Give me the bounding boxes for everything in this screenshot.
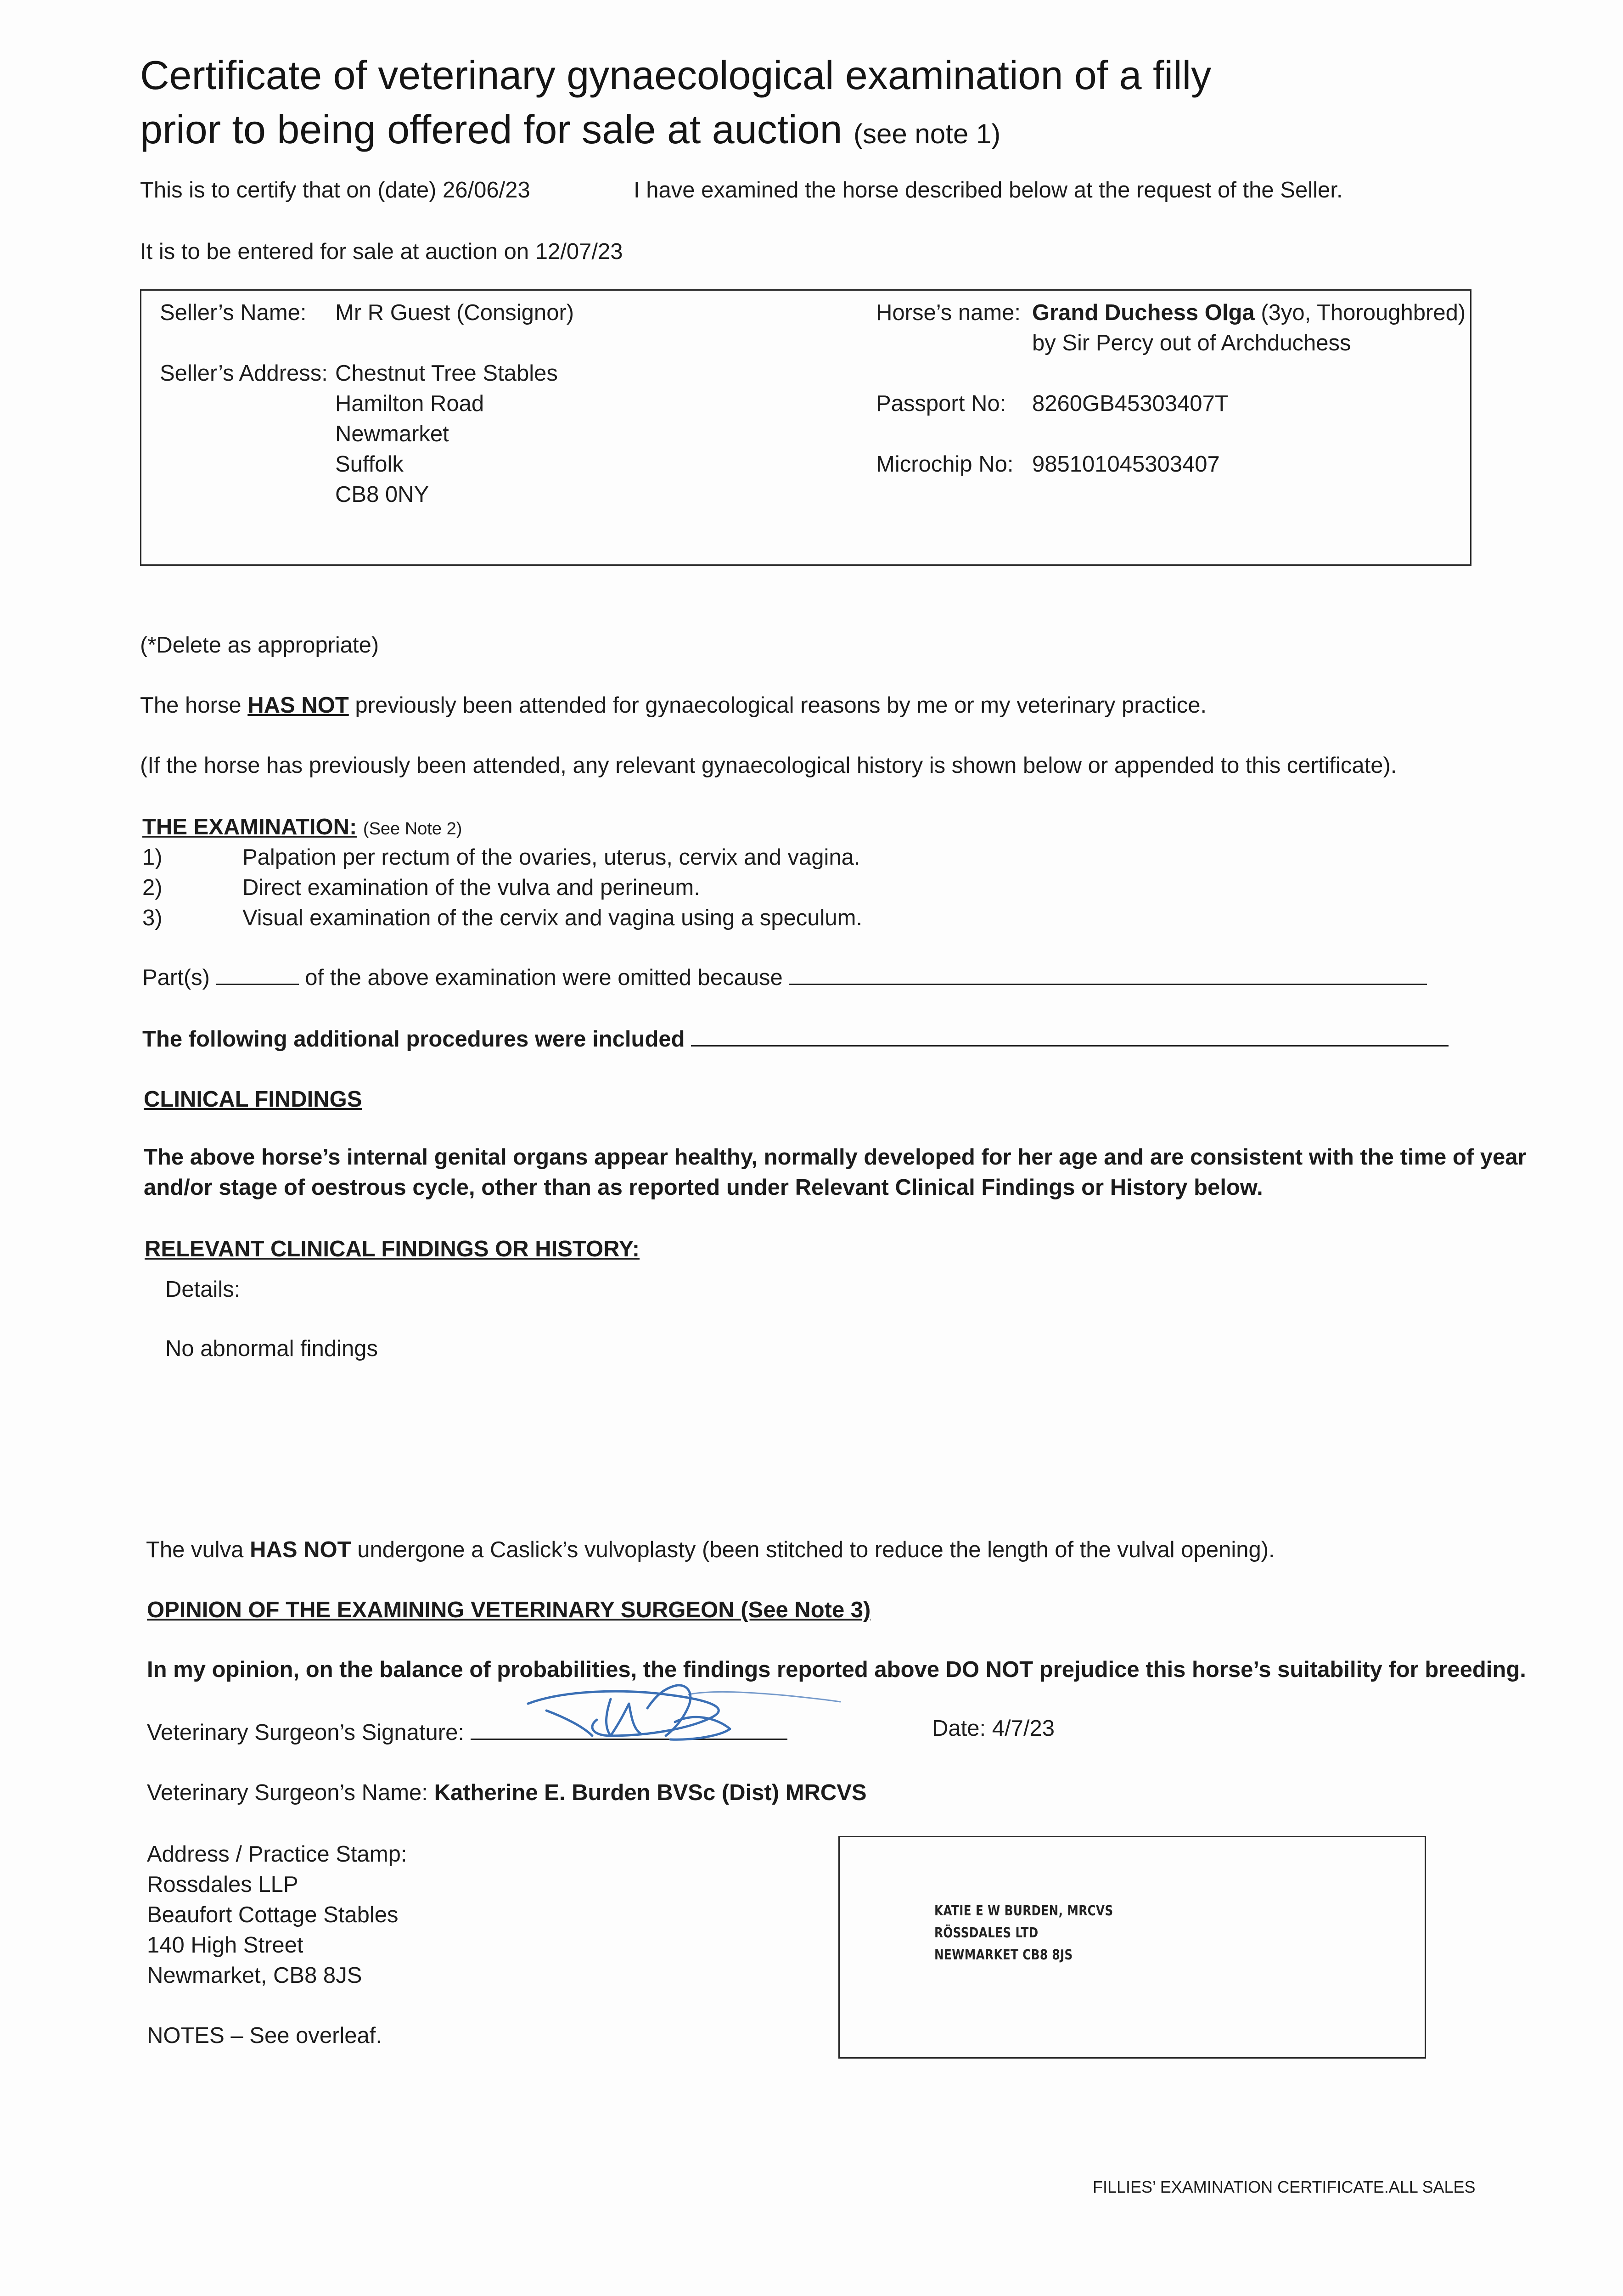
clinical-findings-line-1: The above horse’s internal genital organs appear healthy, normally developed for her age and are consistent with the time of year [144, 1145, 1527, 1170]
seller-address-line: Hamilton Road [335, 391, 484, 416]
seller-name-label: Seller’s Name: [160, 300, 307, 325]
practice-address-line: 140 High Street [147, 1933, 303, 1958]
vulva-prefix: The vulva [146, 1537, 244, 1562]
passport-label: Passport No: [876, 391, 1006, 416]
vulva-suffix: undergone a Caslick’s vulvoplasty (been stitched to reduce the length of the vulval opening). [357, 1537, 1275, 1562]
title-note: (see note 1) [854, 118, 1001, 149]
exam-item-number: 2) [142, 875, 163, 900]
history-note: (If the horse has previously been attended, any relevant gynaecological history is shown below or appended to this certificate). [140, 753, 1397, 778]
exam-date: 26/06/23 [443, 178, 530, 203]
surgeon-name-line [147, 1778, 867, 1808]
stamp-line: NEWMARKET CB8 8JS [934, 1947, 1073, 1963]
exam-item-text: Direct examination of the vulva and perineum. [242, 875, 700, 900]
auction-prefix: It is to be entered for sale at auction on [140, 239, 529, 264]
seller-name: Mr R Guest (Consignor) [335, 300, 574, 325]
practice-address-line: Beaufort Cottage Stables [147, 1902, 399, 1927]
handwritten-signature [473, 1667, 854, 1754]
omitted-line [142, 962, 1427, 993]
certify-prefix: This is to certify that on (date) [140, 178, 437, 203]
clinical-findings-line-2: and/or stage of oestrous cycle, other than as reported under Relevant Clinical Findings or History below. [144, 1175, 1263, 1200]
delete-note: (*Delete as appropriate) [140, 633, 379, 658]
certify-line [140, 175, 530, 205]
seller-address-label: Seller’s Address: [160, 361, 328, 386]
seller-address-line: Suffolk [335, 452, 404, 477]
title-line-2 [140, 102, 1517, 161]
attended-suffix: previously been attended for gynaecological reasons by me or my veterinary practice. [355, 693, 1207, 718]
additional-line [142, 1024, 1449, 1054]
attended-prefix: The horse [140, 693, 241, 718]
seller-address-line: CB8 0NY [335, 482, 429, 507]
surgeon-name: Katherine E. Burden BVSc (Dist) MRCVS [434, 1780, 867, 1805]
signature-date: 4/7/23 [992, 1716, 1055, 1741]
title-line-1: Certificate of veterinary gynaecological examination of a filly [140, 52, 1212, 98]
date-label: Date: [932, 1716, 986, 1741]
certify-suffix: I have examined the horse described below at the request of the Seller. [634, 178, 1343, 203]
seller-address-line: Newmarket [335, 422, 449, 446]
passport-number: 8260GB45303407T [1032, 391, 1229, 416]
practice-address-line: Rossdales LLP [147, 1872, 298, 1897]
details-label: Details: [165, 1277, 241, 1302]
signature-date-line [932, 1713, 1055, 1744]
findings-details: No abnormal findings [165, 1336, 378, 1361]
additional-procedures-field[interactable] [691, 1025, 1449, 1047]
document-title [140, 48, 1517, 161]
examination-heading-line [142, 812, 462, 844]
auction-line [140, 236, 623, 267]
stamp-line: RÖSSDALES LTD [934, 1925, 1039, 1941]
omitted-reason-field[interactable] [789, 963, 1427, 985]
horse-description: (3yo, Thoroughbred) [1261, 300, 1466, 325]
surgeon-name-label: Veterinary Surgeon’s Name: [147, 1780, 428, 1805]
horse-breeding: by Sir Percy out of Archduchess [1032, 331, 1351, 355]
practice-address-line: Newmarket, CB8 8JS [147, 1963, 362, 1988]
microchip-number: 985101045303407 [1032, 452, 1220, 477]
vulva-status: HAS NOT [250, 1537, 351, 1562]
attended-status: HAS NOT [247, 693, 349, 718]
omitted-parts-field[interactable] [216, 963, 299, 985]
horse-name-line [1032, 298, 1466, 328]
auction-date: 12/07/23 [535, 239, 623, 264]
practice-stamp-label: Address / Practice Stamp: [147, 1842, 407, 1867]
opinion-heading: OPINION OF THE EXAMINING VETERINARY SURGEON (See Note 3) [147, 1598, 871, 1622]
practice-stamp [934, 1900, 1113, 1966]
omitted-prefix: Part(s) [142, 965, 210, 990]
opinion-statement: In my opinion, on the balance of probabilities, the findings reported above DO NOT prejudice this horse’s suitability for breeding. [147, 1657, 1526, 1682]
exam-item-text: Palpation per rectum of the ovaries, uterus, cervix and vagina. [242, 845, 860, 870]
footer-form-name: FILLIES’ EXAMINATION CERTIFICATE.ALL SALES [1093, 2178, 1476, 2196]
clinical-findings-heading: CLINICAL FINDINGS [144, 1087, 362, 1112]
attended-statement [140, 690, 1207, 720]
relevant-findings-heading: RELEVANT CLINICAL FINDINGS OR HISTORY: [145, 1237, 640, 1261]
microchip-label: Microchip No: [876, 452, 1014, 477]
horse-name: Grand Duchess Olga [1032, 300, 1255, 325]
title-line-2-text: prior to being offered for sale at auction [140, 107, 842, 152]
practice-stamp-box [838, 1836, 1426, 2059]
stamp-line: KATIE E W BURDEN, MRCVS [934, 1903, 1113, 1919]
examination-note: (See Note 2) [363, 819, 462, 838]
exam-item-number: 3) [142, 906, 163, 930]
horse-name-label: Horse’s name: [876, 300, 1021, 325]
exam-item-number: 1) [142, 845, 163, 870]
exam-item-text: Visual examination of the cervix and vagina using a speculum. [242, 906, 863, 930]
vulva-statement [146, 1535, 1275, 1565]
additional-label: The following additional procedures were included [142, 1027, 685, 1052]
signature-label: Veterinary Surgeon’s Signature: [147, 1720, 464, 1745]
omitted-middle: of the above examination were omitted because [305, 965, 783, 990]
notes-reference: NOTES – See overleaf. [147, 2023, 382, 2048]
seller-address-line: Chestnut Tree Stables [335, 361, 558, 386]
examination-heading: THE EXAMINATION: [142, 815, 357, 839]
